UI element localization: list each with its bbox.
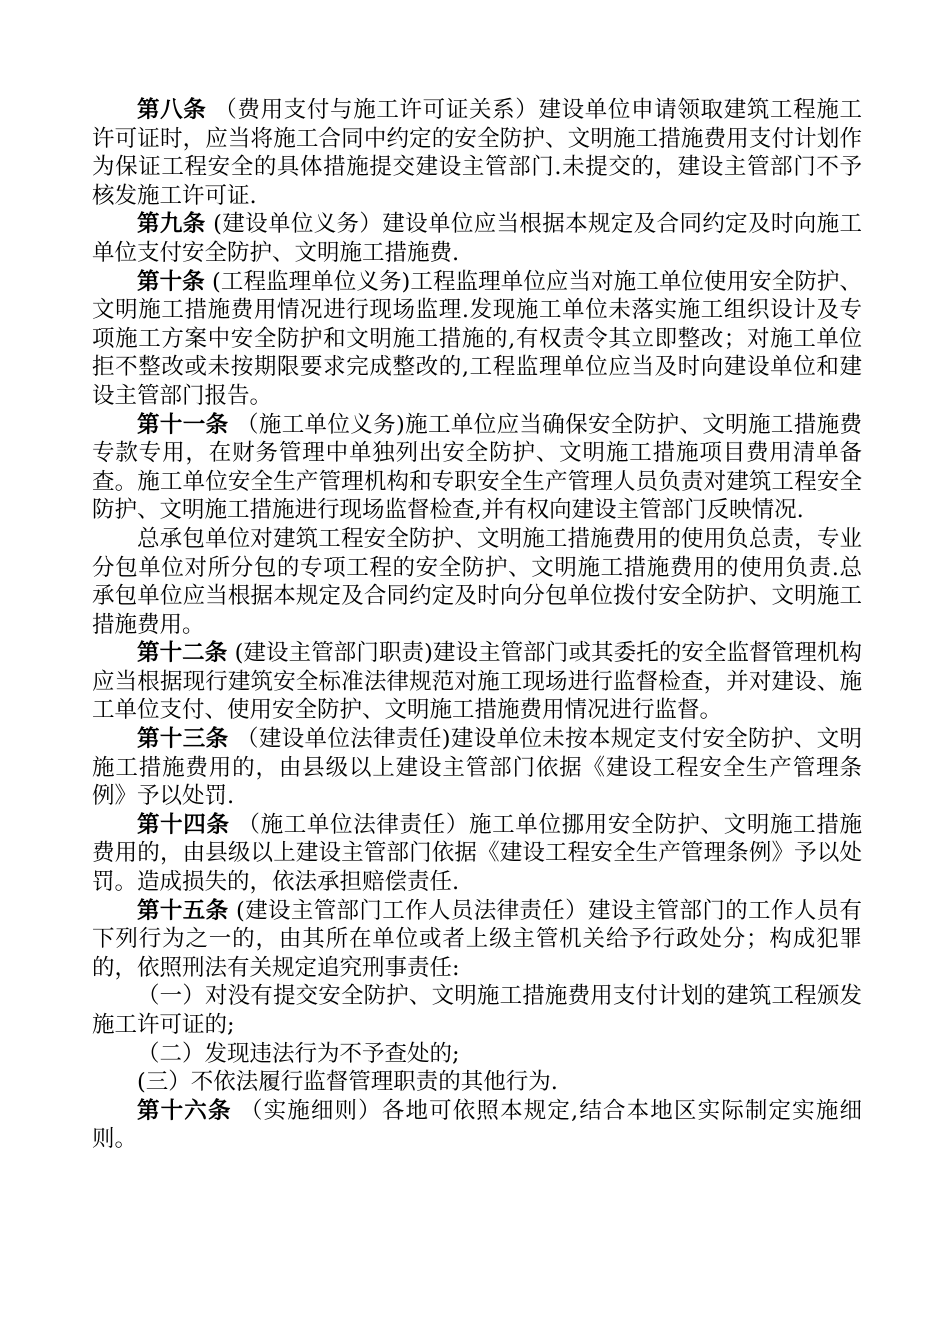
article-text: (工程监理单位义务)工程监理单位应当对施工单位使用安全防护、文明施工措施费用情况进行现场监理.发现施工单位未落实施工组织设计及专项施工方案中安全防护和文明施工措施的,有权责令其立即整改；对施工单位拒不整改或未按期限要求完成整改的,工程监理单位应当及时向建设单位和建设主管部门报告。 <box>92 268 862 409</box>
document-page <box>92 96 862 1154</box>
article-text: （一）对没有提交安全防护、文明施工措施费用支付计划的建筑工程颁发施工许可证的; <box>92 983 862 1038</box>
article-15-item-2 <box>92 1040 862 1069</box>
article-title: 第十六条 <box>137 1097 232 1124</box>
article-11 <box>92 411 862 525</box>
article-title: 第十四条 <box>137 811 230 838</box>
article-text: （施工单位义务)施工单位应当确保安全防护、文明施工措施费专款专用，在财务管理中单独列出安全防护、文明施工措施项目费用清单备查。施工单位安全生产管理机构和专职安全生产管理人员负责对建筑工程安全防护、文明施工措施进行现场监督检查,并有权向建设主管部门反映情况. <box>92 411 862 524</box>
article-title: 第九条 <box>137 211 206 238</box>
article-text: （二）发现违法行为不予查处的; <box>137 1040 460 1067</box>
article-text: (建设单位义务）建设单位应当根据本规定及合同约定及时向施工单位支付安全防护、文明施工措施费. <box>92 211 862 266</box>
article-14 <box>92 811 862 897</box>
article-16 <box>92 1097 862 1154</box>
article-8 <box>92 96 862 210</box>
article-title: 第十五条 <box>137 897 229 924</box>
article-15 <box>92 897 862 983</box>
article-text: （施工单位法律责任）施工单位挪用安全防护、文明施工措施费用的，由县级以上建设主管部门依据《建设工程安全生产管理条例》予以处罚。造成损失的，依法承担赔偿责任. <box>92 811 862 896</box>
article-11-continued <box>92 525 862 639</box>
article-15-item-1 <box>92 982 862 1039</box>
article-text: （建设单位法律责任)建设单位未按本规定支付安全防护、文明施工措施费用的，由县级以上建设主管部门依据《建设工程安全生产管理条例》予以处罚. <box>92 726 862 810</box>
article-title: 第十三条 <box>137 726 229 753</box>
article-title: 第十一条 <box>137 411 229 438</box>
article-title: 第十条 <box>137 268 205 295</box>
article-title: 第十二条 <box>137 640 228 667</box>
article-12 <box>92 639 862 725</box>
article-text: (建设主管部门职责)建设主管部门或其委托的安全监督管理机构应当根据现行建筑安全标准法律规范对施工现场进行监督检查，并对建设、施工单位支付、使用安全防护、文明施工措施费用情况进行监督。 <box>92 640 862 724</box>
article-text: （费用支付与施工许可证关系）建设单位申请领取建筑工程施工许可证时，应当将施工合同中约定的安全防护、文明施工措施费用支付计划作为保证工程安全的具体措施提交建设主管部门.未提交的，建设主管部门不予核发施工许可证. <box>92 97 862 209</box>
article-10 <box>92 268 862 411</box>
article-text: (三）不依法履行监督管理职责的其他行为. <box>137 1069 558 1096</box>
article-text: (建设主管部门工作人员法律责任）建设主管部门的工作人员有下列行为之一的，由其所在单位或者上级主管机关给予行政处分；构成犯罪的，依照刑法有关规定追究刑事责任: <box>92 897 862 981</box>
article-text: （实施细则）各地可依照本规定,结合本地区实际制定实施细则。 <box>92 1097 862 1153</box>
article-text: 总承包单位对建筑工程安全防护、文明施工措施费用的使用负总责，专业分包单位对所分包的专项工程的安全防护、文明施工措施费用的使用负责.总承包单位应当根据本规定及合同约定及时向分包单位拨付安全防护、文明施工措施费用。 <box>92 525 862 638</box>
article-15-item-3 <box>92 1068 862 1097</box>
article-title: 第八条 <box>137 97 207 123</box>
article-9 <box>92 210 862 267</box>
article-13 <box>92 725 862 811</box>
